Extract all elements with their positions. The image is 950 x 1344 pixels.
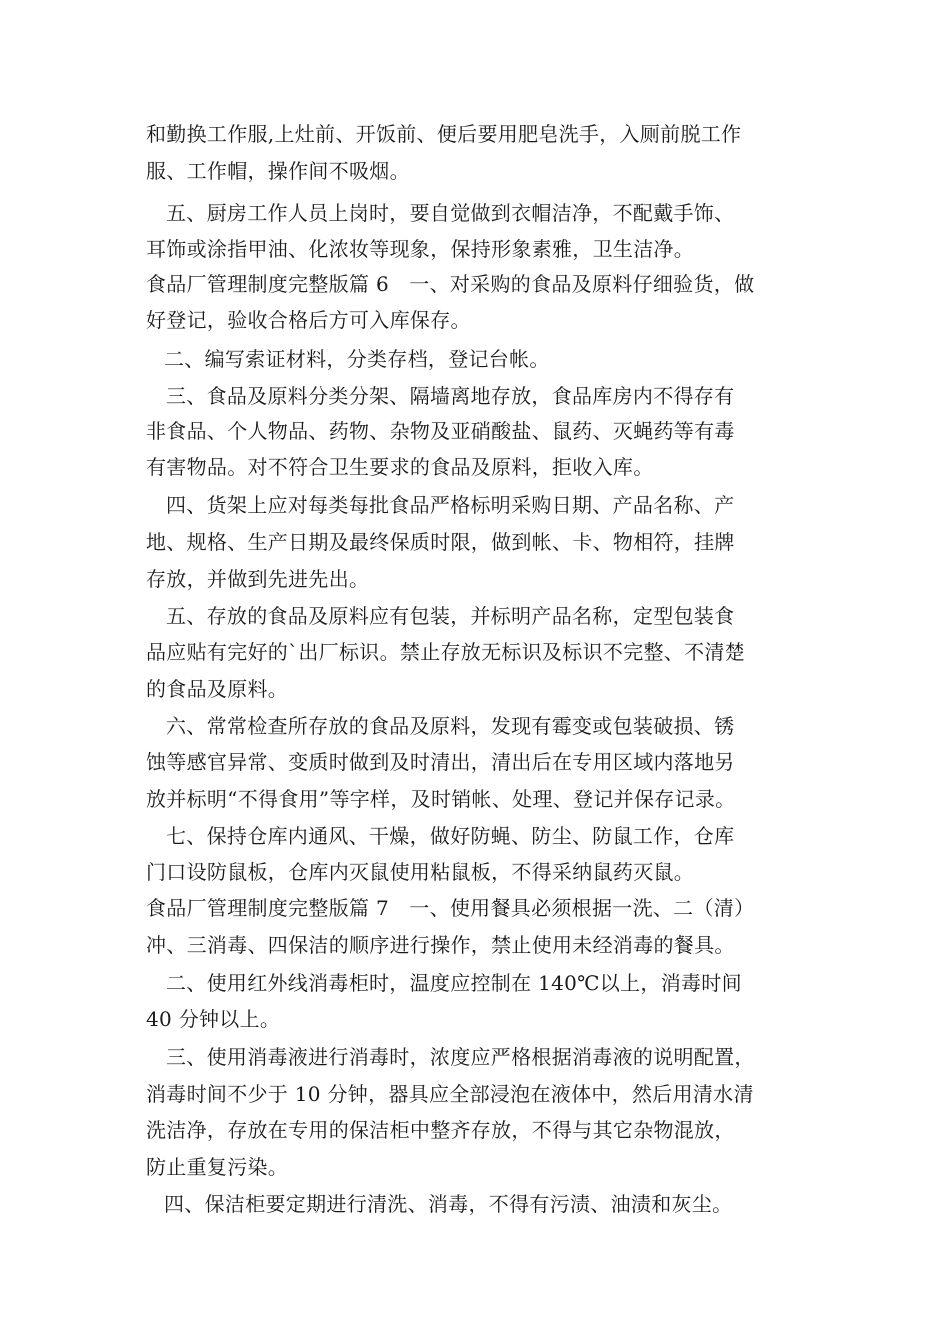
text-line: 消毒时间不少于 10 分钟，器具应全部浸泡在液体中，然后用清水清 — [146, 1082, 754, 1106]
text-line: 四、保洁柜要定期进行清洗、消毒，不得有污渍、油渍和灰尘。 — [164, 1192, 733, 1216]
text-line: 五、存放的食品及原料应有包装，并标明产品名称，定型包装食 — [166, 604, 735, 628]
text-line: 三、食品及原料分类分架、隔墙离地存放，食品库房内不得存有 — [166, 384, 735, 408]
text-line: 品应贴有完好的`出厂标识。禁止存放无标识及标识不完整、不清楚 — [146, 640, 745, 664]
text-line: 和勤换工作服,上灶前、开饭前、便后要用肥皂洗手，入厕前脱工作 — [146, 122, 742, 146]
text-line: 门口设防鼠板，仓库内灭鼠使用粘鼠板，不得采纳鼠药灭鼠。 — [146, 860, 695, 884]
text-line: 四、货架上应对每类每批食品严格标明采购日期、产品名称、产 — [166, 493, 735, 517]
text-line: 食品厂管理制度完整版篇 6 一、对采购的食品及原料仔细验货，做 — [146, 272, 755, 296]
text-line: 冲、三消毒、四保洁的顺序进行操作，禁止使用未经消毒的餐具。 — [146, 933, 735, 957]
text-line: 40 分钟以上。 — [146, 1007, 281, 1031]
text-line: 的食品及原料。 — [146, 677, 289, 701]
text-line: 七、保持仓库内通风、干燥，做好防蝇、防尘、防鼠工作，仓库 — [166, 824, 735, 848]
text-line: 服、工作帽，操作间不吸烟。 — [146, 159, 410, 183]
text-line: 耳饰或涂指甲油、化浓妆等现象，保持形象素雅，卫生洁净。 — [146, 237, 695, 261]
text-line: 五、厨房工作人员上岗时，要自觉做到衣帽洁净，不配戴手饰、 — [166, 201, 735, 225]
text-line: 蚀等感官异常、变质时做到及时清出，清出后在专用区域内落地另 — [146, 750, 735, 774]
text-line: 三、使用消毒液进行消毒时，浓度应严格根据消毒液的说明配置， — [166, 1045, 755, 1069]
text-line: 有害物品。对不符合卫生要求的食品及原料，拒收入库。 — [146, 455, 654, 479]
text-line: 洗洁净，存放在专用的保洁柜中整齐存放，不得与其它杂物混放， — [146, 1118, 735, 1142]
text-line: 二、使用红外线消毒柜时，温度应控制在 140℃以上，消毒时间 — [166, 971, 742, 995]
text-line: 六、常常检查所存放的食品及原料，发现有霉变或包装破损、锈 — [166, 714, 735, 738]
text-line: 食品厂管理制度完整版篇 7 一、使用餐具必须根据一洗、二（清） — [146, 896, 755, 920]
text-line: 地、规格、生产日期及最终保质时限，做到帐、卡、物相符，挂牌 — [146, 530, 735, 554]
text-line: 防止重复污染。 — [146, 1155, 289, 1179]
text-line: 好登记，验收合格后方可入库保存。 — [146, 308, 471, 332]
text-line: 二、编写索证材料，分类存档，登记台帐。 — [164, 347, 550, 371]
text-line: 非食品、个人物品、药物、杂物及亚硝酸盐、鼠药、灭蝇药等有毒 — [146, 419, 735, 443]
text-line: 放并标明“不得食用”等字样，及时销帐、处理、登记并保存记录。 — [146, 787, 736, 811]
text-line: 存放，并做到先进先出。 — [146, 567, 370, 591]
